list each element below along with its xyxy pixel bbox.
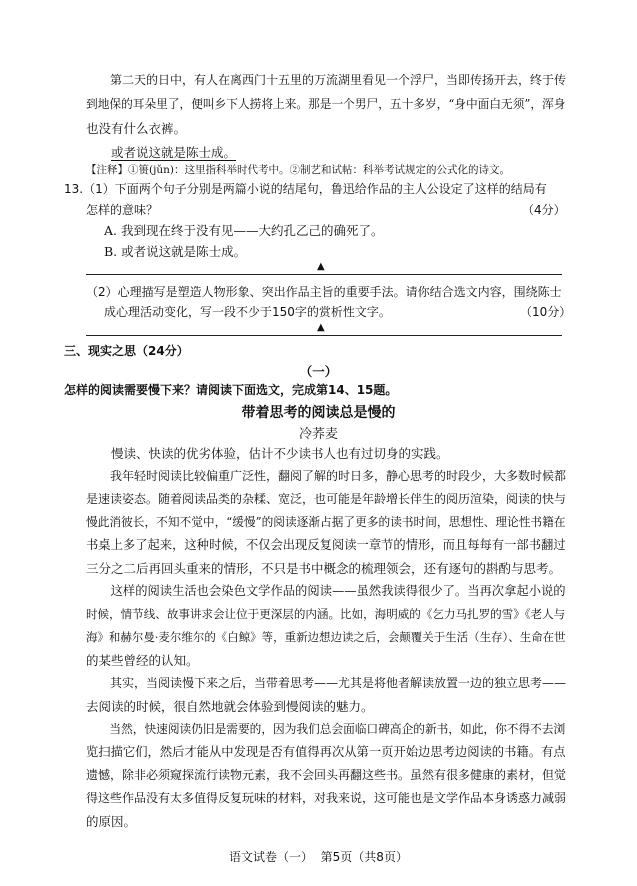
article-p5-line-3: 遗憾，除非必须窥探流行读物元素，我不会回头再翻这些书。虽然有很多健康的素材，但觉 [86,768,567,782]
article-p2-line-2: 是速读姿态。随着阅读品类的杂糅、宽泛，也可能是年龄增长伴生的阅历渲染，阅读的快与 [86,492,567,506]
article-p4-line-1: 其实，当阅读慢下来之后，当带着思考——尤其是将他者解读放置一边的独立思考—— [110,676,567,690]
article-p3-line-1: 这样的阅读生活也会染色文学作品的阅读——虽然我读得很少了。当再次拿起小说的 [110,584,566,598]
answer-line-2 [86,335,562,336]
q13-part2-line-2: 成心理活动变化，写一段不少于150字的赏析性文字。 [104,305,391,319]
story-closing-line: 或者说这就是陈士成。 [111,145,237,160]
section-subtitle: （一） [299,364,338,379]
article-p5-line-4: 得这些作品没有太多值得反复玩味的材料，对我来说，这可能也是文学作品本身诱惑力减弱 [86,791,567,805]
article-p3-line-2: 时候，情节线、故事讲求会让位于更深层的内涵。比如，海明威的《乞力马扎罗的雪》《老人与 [86,607,566,621]
q13-score-2: （10分） [520,305,572,319]
article-p5-line-5: 的原因。 [86,814,137,829]
article-p2-line-3: 慢此消彼长，不知不觉中，“缓慢”的阅读逐渐占据了更多的读书时间，思想性、理论性书籍在 [86,515,566,529]
answer-marker-2: ▲ [317,322,325,333]
article-author: 冷荞麦 [298,427,338,442]
section-prompt: 怎样的阅读需要慢下来？请阅读下面选文，完成第14、15题。 [64,383,398,397]
q13-option-a: A. 我到现在终于没有见——大约孔乙己的确死了。 [104,223,384,238]
story-line-1: 第二天的日中，有人在离西门十五里的万流湖里看见一个浮尸，当即传扬开去，终于传 [110,73,567,87]
q13-score-1: （4分） [522,203,566,217]
answer-marker-1: ▲ [317,261,325,272]
article-p3-line-4: 的某些曾经的认知。 [86,653,199,668]
q13-part2-line-1: （2）心理描写是塑造人物形象、突出作品主旨的重要手法。请你结合选文内容，围绕陈士 [86,285,562,299]
q13-line-2: 怎样的意味？ [86,203,159,217]
q13-option-b: B. 或者说这就是陈士成。 [104,244,247,259]
footnotes: 【注释】①篑(jǔn)：这里指科举时代考中。②制艺和试帖：科举考试规定的公式化的诗文。 [86,164,510,176]
article-p2-line-4: 书桌上多了起来，这种时候，不仅会出现反复阅读一章节的情形，而且每每有一部书翻过 [86,538,566,552]
article-p5-line-2: 览扫描它们，然后才能从中发现是否有值得再次从第一页开始边思考边阅读的书籍。有点 [86,745,566,759]
q13-line-1: 13.（1）下面两个句子分别是两篇小说的结尾句，鲁迅给作品的主人公设定了这样的结局有 [64,182,547,196]
section-title: 三、现实之思（24分） [64,344,189,358]
answer-line-1 [86,274,562,275]
story-line-2: 到地保的耳朵里了，便叫乡下人捞将上来。那是一个男尸，五十多岁，“身中面白无须”，浑身 [86,97,566,111]
article-p3-line-3: 海》和赫尔曼·麦尔维尔的《白鲸》等，重新边想边读之后，会颠覆关于生活（生存）、生命在世 [86,630,566,644]
article-p4-line-2: 去阅读的时候，很自然地就会体验到慢阅读的魅力。 [86,699,374,714]
article-p5-line-1: 当然，快速阅读仍旧是需要的，因为我们总会面临口碑高企的新书，如此，你不得不去浏 [109,722,566,736]
page-footer: 语文试卷（一） 第5页（共8页） [229,850,408,864]
article-p2-line-5: 三分之二后再回头重来的情形，不只是书中概念的梳理领会，还有逐句的斟酌与思考。 [86,561,562,576]
story-line-3: 也没有什么衣裤。 [86,121,187,136]
article-title: 带着思考的阅读总是慢的 [241,405,396,421]
article-p2-line-1: 我年轻时阅读比较偏重广泛性，翻阅了解的时日多，静心思考的时段少，大多数时候都 [110,469,567,483]
article-p1: 慢读、快读的优劣体验，估计不少读书人也有过切身的实践。 [111,446,449,461]
